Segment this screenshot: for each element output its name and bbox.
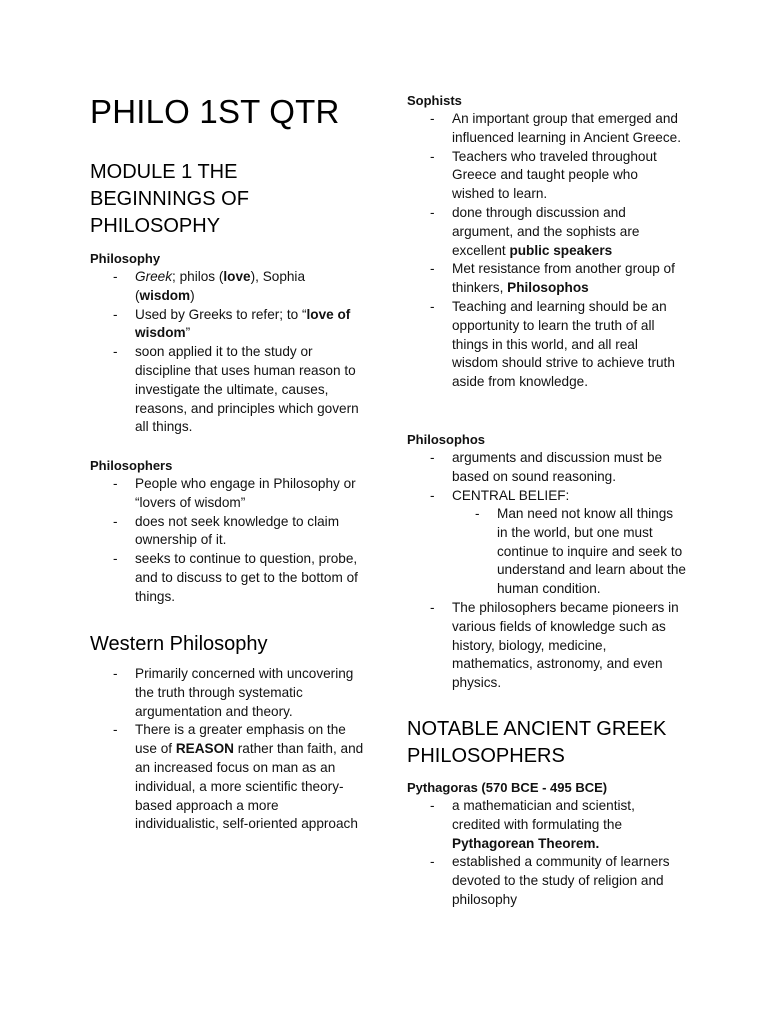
text-run: Met resistance from another group of thinkers, [452,261,675,296]
list-item: - The philosophers became pioneers in various fields of knowledge such as history, biology, medicine, mathematics, astronomy, and even physics. [452,599,682,693]
text-run: ” [185,325,191,341]
module1-heading-line: BEGINNINGS OF [90,188,249,210]
list-item: - People who engage in Philosophy or “lovers of wisdom” [135,475,365,513]
list-item [452,260,682,298]
text-run: a mathematician and scientist, credited with formulating the [452,798,635,832]
list-item: - Teachers who traveled throughout Greece and taught people who wished to learn. [452,148,682,204]
module1-heading-line: MODULE 1 THE [90,161,238,183]
list-item: - soon applied it to the study or discipline that uses human reason to investigate the ultimate, causes, reasons, and principles which govern all things. [135,343,365,437]
term-love-of-wisdom: love of wisdom [135,306,351,341]
notable-heading-line: PHILOSOPHERS [407,745,565,767]
list-item: - established a community of learners devoted to the study of religion and philosophy [452,853,682,909]
philosophers-section-title: Philosophers [90,458,173,473]
document-title: PHILO 1ST QTR [90,93,340,130]
central-belief-sublist [497,505,687,599]
list-item: - An important group that emerged and influenced learning in Ancient Greece. [452,110,682,148]
list-item: - seeks to continue to question, probe, and to discuss to get to the bottom of things. [135,550,365,606]
philosophos-list [452,449,682,505]
term-reason: REASON [175,741,234,757]
text-run: Used by Greeks to refer; to “ [135,306,307,322]
list-item: - does not seek knowledge to claim ownership of it. [135,513,365,551]
term-philosophos: Philosophos [507,280,589,296]
text-run: ), Sophia ( [135,269,306,303]
philosophers-list [135,475,365,607]
pythagoras-section-title: Pythagoras (570 BCE - 495 BCE) [407,780,608,795]
western-philosophy-heading: Western Philosophy [90,633,268,655]
philosophy-section-title: Philosophy [90,251,161,266]
text-run: rather than faith, and an increased focus on man as an individual, a more scientific theory-based approach a more individualistic, self-oriented approach [135,741,364,832]
sophists-section-title: Sophists [407,93,462,108]
term-pythagorean-theorem: Pythagorean Theorem. [452,835,600,851]
text-run: ) [190,287,195,303]
list-item [135,268,365,306]
text-run: There is a greater emphasis on the use of [135,722,346,757]
list-item [452,204,682,260]
philosophos-list-continued [452,599,682,693]
list-item: - Teaching and learning should be an opportunity to learn the truth of all things in this world, and all real wisdom should strive to achieve truth aside from knowledge. [452,298,682,392]
list-item: - CENTRAL BELIEF: [452,487,682,506]
list-item [135,306,365,344]
term-love: love [223,269,251,284]
text-run: ; philos ( [172,269,224,284]
text-run: done through discussion and argument, and the sophists are excellent [452,204,640,258]
term-greek: Greek [135,269,173,284]
term-public-speakers: public speakers [509,242,613,258]
list-item [135,721,365,834]
list-item [452,797,682,853]
sophists-list [452,110,682,392]
term-wisdom: wisdom [139,287,191,303]
module1-heading-line: PHILOSOPHY [90,215,221,237]
philosophos-section-title: Philosophos [407,432,485,447]
list-item: - Primarily concerned with uncovering the truth through systematic argumentation and theory. [135,665,365,721]
western-list [135,665,365,834]
list-item: - Man need not know all things in the world, but one must continue to inquire and seek to understand and learn about the human condition. [497,505,687,599]
notable-heading-line: NOTABLE ANCIENT GREEK [407,718,667,740]
list-item: - arguments and discussion must be based on sound reasoning. [452,449,682,487]
module1-heading [90,159,375,240]
pythagoras-list [452,797,682,910]
notable-philosophers-heading [407,716,707,770]
philosophy-list [135,268,365,437]
